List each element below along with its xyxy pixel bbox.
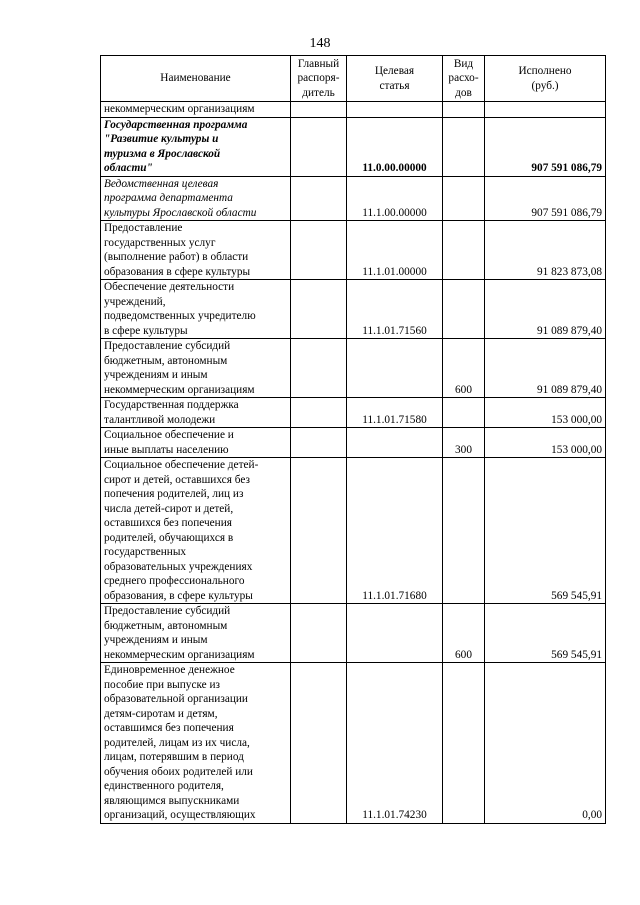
row-type xyxy=(443,102,485,118)
row-name: Ведомственная целевая программа департамента культуры Ярославской области xyxy=(101,176,291,221)
table-row xyxy=(101,428,606,458)
row-type xyxy=(443,221,485,280)
row-target: 11.1.01.71680 xyxy=(347,458,443,604)
row-manager xyxy=(291,117,347,176)
table-row xyxy=(101,604,606,663)
header-executed: Исполнено (руб.) xyxy=(485,56,606,102)
row-manager xyxy=(291,398,347,428)
table-row xyxy=(101,458,606,604)
row-name: Предоставление субсидий бюджетным, автономным учреждениям и иным некоммерческим организациям xyxy=(101,604,291,663)
table-row xyxy=(101,117,606,176)
header-row xyxy=(101,56,606,102)
row-amount: 569 545,91 xyxy=(485,604,606,663)
row-type: 600 xyxy=(443,339,485,398)
row-amount: 569 545,91 xyxy=(485,458,606,604)
row-name: Государственная программа "Развитие культуры и туризма в Ярославской области" xyxy=(101,117,291,176)
row-name: Предоставление государственных услуг (выполнение работ) в области образования в сфере культуры xyxy=(101,221,291,280)
row-type xyxy=(443,176,485,221)
row-name: некоммерческим организациям xyxy=(101,102,291,118)
header-target: Целевая статья xyxy=(347,56,443,102)
row-manager xyxy=(291,280,347,339)
table-row xyxy=(101,221,606,280)
row-manager xyxy=(291,339,347,398)
row-type xyxy=(443,663,485,824)
row-amount: 907 591 086,79 xyxy=(485,176,606,221)
row-target: 11.1.01.71580 xyxy=(347,398,443,428)
row-type xyxy=(443,458,485,604)
row-amount: 0,00 xyxy=(485,663,606,824)
row-manager xyxy=(291,428,347,458)
row-type: 300 xyxy=(443,428,485,458)
row-target xyxy=(347,339,443,398)
table-row xyxy=(101,663,606,824)
row-name: Социальное обеспечение детей- сирот и детей, оставшихся без попечения родителей, лиц из числа детей-сирот и детей, оставшихся без попечения родителей, обучающихся в государственных образовательных учреждениях среднего профессионального образования, в сфере культуры xyxy=(101,458,291,604)
row-target: 11.0.00.00000 xyxy=(347,117,443,176)
row-name: Государственная поддержка талантливой молодежи xyxy=(101,398,291,428)
header-type: Вид расхо- дов xyxy=(443,56,485,102)
row-amount: 91 823 873,08 xyxy=(485,221,606,280)
row-amount: 153 000,00 xyxy=(485,428,606,458)
row-target: 11.1.00.00000 xyxy=(347,176,443,221)
row-amount: 91 089 879,40 xyxy=(485,339,606,398)
row-manager xyxy=(291,604,347,663)
row-name: Обеспечение деятельности учреждений, подведомственных учредителю в сфере культуры xyxy=(101,280,291,339)
row-type xyxy=(443,117,485,176)
table-row xyxy=(101,339,606,398)
row-target xyxy=(347,604,443,663)
row-amount: 153 000,00 xyxy=(485,398,606,428)
row-target xyxy=(347,428,443,458)
row-name: Социальное обеспечение и иные выплаты населению xyxy=(101,428,291,458)
row-target: 11.1.01.71560 xyxy=(347,280,443,339)
header-name: Наименование xyxy=(101,56,291,102)
row-type: 600 xyxy=(443,604,485,663)
row-target: 11.1.01.00000 xyxy=(347,221,443,280)
table-row xyxy=(101,176,606,221)
row-manager xyxy=(291,663,347,824)
row-name: Единовременное денежное пособие при выпуске из образовательной организации детям-сиротам и детям, оставшимся без попечения родителей, лицам из их числа, лицам, потерявшим в период обучения обоих родителей или единственного родителя, являющимся выпускниками организаций, осуществляющих xyxy=(101,663,291,824)
row-target xyxy=(347,102,443,118)
table-row xyxy=(101,280,606,339)
page-number: 148 xyxy=(309,36,331,51)
row-amount: 907 591 086,79 xyxy=(485,117,606,176)
row-name: Предоставление субсидий бюджетным, автономным учреждениям и иным некоммерческим организациям xyxy=(101,339,291,398)
row-manager xyxy=(291,221,347,280)
budget-table xyxy=(100,55,606,824)
row-target: 11.1.01.74230 xyxy=(347,663,443,824)
header-manager: Главный распоря- дитель xyxy=(291,56,347,102)
table-row xyxy=(101,398,606,428)
table-row xyxy=(101,102,606,118)
row-amount: 91 089 879,40 xyxy=(485,280,606,339)
row-manager xyxy=(291,176,347,221)
row-type xyxy=(443,280,485,339)
row-type xyxy=(443,398,485,428)
row-manager xyxy=(291,102,347,118)
row-amount xyxy=(485,102,606,118)
row-manager xyxy=(291,458,347,604)
